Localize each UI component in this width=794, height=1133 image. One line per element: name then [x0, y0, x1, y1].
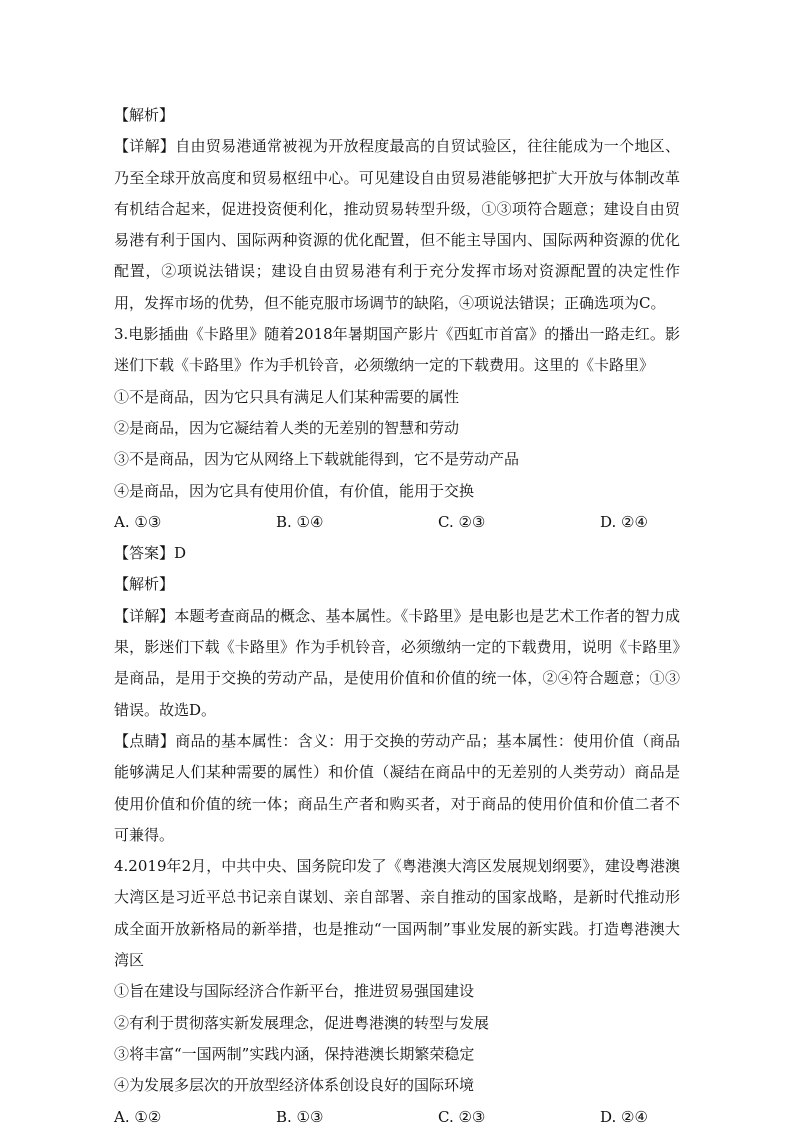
dianjing-q3: 【点睛】商品的基本属性：含义：用于交换的劳动产品；基本属性：使用价值（商品能够满足人们某种需要的属性）和价值（凝结在商品中的无差别的人类劳动）商品是使用价值和价值的统一体；商品生产者和购买者，对于商品的使用价值和价值二者不可兼得。: [114, 731, 680, 844]
q4-statement-3: ③将丰富“一国两制”实践内涵，保持港澳长期繁荣稳定: [114, 1044, 475, 1063]
heading-jiexi-1: 【解析】: [114, 106, 175, 124]
option-d: D. ②④: [600, 1107, 648, 1126]
answer-q3: 【答案】D: [114, 544, 187, 563]
detail-q3: 【详解】本题考查商品的概念、基本属性。《卡路里》是电影也是艺术工作者的智力成果，影迷们下载《卡路里》作为手机铃音，必须缴纳一定的下载费用，说明《卡路里》是商品，是用于交换的劳动产品，是使用价值和价值的统一体，②④符合题意；①③错误。故选D。: [114, 606, 680, 719]
option-c: C. ②③: [438, 512, 486, 531]
option-a: A. ①②: [114, 1107, 162, 1126]
option-b: B. ①④: [276, 512, 324, 531]
option-a: A. ①③: [114, 512, 162, 531]
question-3-stem: 3.电影插曲《卡路里》随着2018年暑期国产影片《西虹市首富》的播出一路走红。影迷们下载《卡路里》作为手机铃音，必须缴纳一定的下载费用。这里的《卡路里》: [114, 325, 680, 375]
q4-statement-1: ①旨在建设与国际经济合作新平台，推进贸易强国建设: [114, 982, 475, 1001]
q4-options: [114, 1102, 680, 1133]
q3-statement-3: ③不是商品，因为它从网络上下载就能得到，它不是劳动产品: [114, 450, 520, 469]
heading-jiexi-2: 【解析】: [114, 575, 175, 594]
q3-statement-4: ④是商品，因为它具有使用价值，有价值，能用于交换: [114, 481, 475, 500]
option-d: D. ②④: [600, 512, 648, 531]
option-b: B. ①③: [276, 1107, 324, 1126]
option-c: C. ②③: [438, 1107, 486, 1126]
q4-statement-2: ②有利于贯彻落实新发展理念，促进粤港澳的转型与发展: [114, 1013, 490, 1032]
detail-q2: 【详解】自由贸易港通常被视为开放程度最高的自贸试验区，往往能成为一个地区、乃至全球开放高度和贸易枢纽中心。可见建设自由贸易港能够把扩大开放与体制改革有机结合起来，促进投资便利化，推动贸易转型升级，①③项符合题意；建设自由贸易港有利于国内、国际两种资源的优化配置，但不能主导国内、国际两种资源的优化配置，②项说法错误；建设自由贸易港有利于充分发挥市场对资源配置的决定性作用，发挥市场的优势，但不能克服市场调节的缺陷，④项说法错误；正确选项为C。: [114, 137, 680, 312]
q4-statement-4: ④为发展多层次的开放型经济体系创设良好的国际环境: [114, 1076, 475, 1095]
q3-options: [114, 507, 680, 538]
question-4-stem: 4.2019年2月，中共中央、国务院印发了《粤港澳大湾区发展规划纲要》，建设粤港澳大湾区是习近平总书记亲自谋划、亲自部署、亲自推动的国家战略，是新时代推动形成全面开放新格局的新举措，也是推动“一国两制”事业发展的新实践。打造粤港澳大湾区: [114, 857, 680, 970]
document-content: [114, 100, 680, 1133]
q3-statement-2: ②是商品，因为它凝结着人类的无差别的智慧和劳动: [114, 418, 460, 437]
q3-statement-1: ①不是商品，因为它只具有满足人们某种需要的属性: [114, 387, 460, 406]
